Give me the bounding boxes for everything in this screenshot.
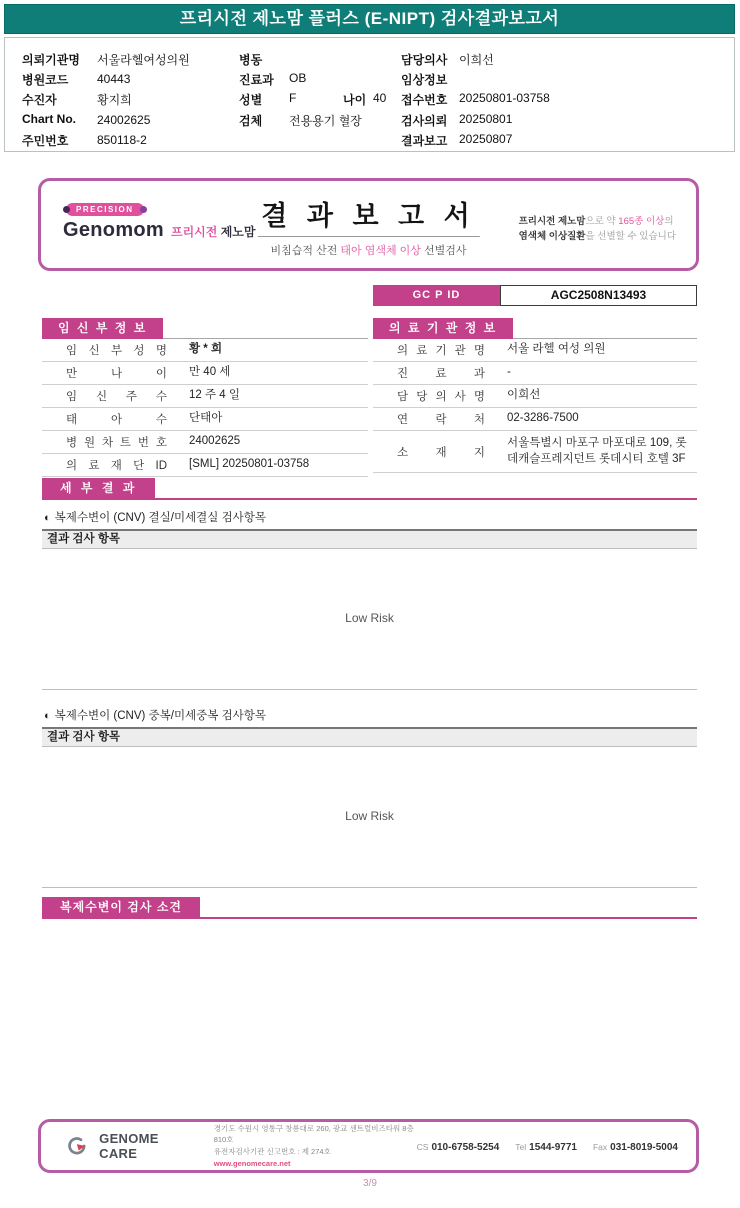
field-label-resident-no: 주민번호: [22, 134, 69, 148]
section-divider: [42, 887, 697, 888]
brand-name-en: Genomom: [63, 219, 164, 241]
field-value-result-reported: 20250807: [459, 132, 513, 146]
table-row: 진 료 과 -: [373, 362, 697, 385]
contact-tel: Tel 1544-9771: [515, 1142, 577, 1153]
genomecare-logo: [65, 1131, 192, 1161]
address-line-1: 경기도 수원시 영통구 창룡대로 260, 광교 센트럴비즈타워 8층 810호: [213, 1123, 414, 1145]
gcp-id-row: [373, 285, 697, 306]
field-value-hospital-code: 40443: [97, 72, 131, 86]
table-row: 만 나 이 만 40 세: [42, 362, 368, 385]
field-value-sex: F: [289, 91, 297, 105]
table-row: 의 료 재 단 ID [SML] 20250801-03758: [42, 454, 368, 477]
cnv-duplication-heading: ◐ 복제수변이 (CNV) 중복/미세중복 검사항목: [44, 710, 267, 722]
field-value-patient: 황지희: [97, 93, 132, 107]
field-label-sex: 성별: [239, 93, 263, 107]
mother-info-title: 임 신 부 정 보: [42, 318, 163, 339]
field-value-department: OB: [289, 71, 307, 85]
field-label-hospital-code: 병원코드: [22, 73, 69, 87]
table-row: 병 원 차 트 번 호 24002625: [42, 431, 368, 454]
genomom-logo: [63, 203, 256, 242]
cnv-duplication-table-header: 결과 검사 항목: [42, 727, 697, 747]
report-note: 프리시전 제노맘으로 약 165종 이상의 염색체 이상질환을 선별할 수 있습니다: [518, 216, 676, 243]
brand-name-kr-pink: 프리시전: [171, 225, 218, 239]
badge-dot-right-icon: [140, 206, 147, 213]
table-row: 의 료 기 관 명 서울 라헬 여성 의원: [373, 339, 697, 362]
field-value-specimen: 전용용기 혈장: [289, 114, 362, 128]
badge-dot-left-icon: [63, 206, 70, 213]
contact-cs: CS 010-6758-5254: [416, 1142, 500, 1153]
section-divider: [42, 689, 697, 690]
table-row: 임 신 부 성 명 황 * 희: [42, 339, 368, 362]
half-circle-icon: ◐: [44, 710, 51, 722]
precision-badge: PRECISION: [66, 203, 144, 216]
field-value-age: 40: [373, 91, 387, 105]
cnv-deletion-table-header: 결과 검사 항목: [42, 529, 697, 549]
field-value-resident-no: 850118-2: [97, 133, 147, 147]
report-header-box: [38, 178, 699, 271]
report-subtitle: 비침습적 산전 태아 염색체 이상 선별검사: [270, 245, 467, 257]
detail-results-header: [42, 478, 697, 500]
field-label-patient: 수진자: [22, 93, 57, 107]
cnv-findings-title: 복제수변이 검사 소견: [42, 897, 200, 917]
cnv-deletion-heading: ◐ 복제수변이 (CNV) 결실/미세결실 검사항목: [44, 512, 267, 524]
gcp-id-value: AGC2508N13493: [500, 285, 697, 306]
footer-contacts: [417, 1137, 678, 1155]
brand-name-kr-dark: 제노맘: [220, 225, 256, 239]
field-value-chart-no: 24002625: [97, 113, 151, 127]
footer-box: [38, 1119, 699, 1173]
field-label-department: 진료과: [239, 73, 274, 87]
field-value-receipt-no: 20250801-03758: [459, 91, 550, 105]
gcp-id-label: GC P ID: [373, 285, 500, 306]
table-row: 담 당 의 사 명 이희선: [373, 385, 697, 408]
field-label-ward: 병동: [239, 53, 263, 67]
field-label-doctor: 담당의사: [401, 53, 448, 67]
mother-info-table: [42, 318, 368, 477]
field-label-age: 나이: [343, 93, 367, 107]
patient-info-panel: [4, 37, 735, 152]
genomecare-logo-icon: [65, 1135, 94, 1157]
footer-address: [214, 1123, 417, 1170]
field-label-test-requested: 검사의뢰: [401, 114, 448, 128]
clinic-info-title: 의 료 기 관 정 보: [373, 318, 513, 339]
website-link[interactable]: www.genomecare.net: [213, 1158, 291, 1168]
cnv-deletion-result: Low Risk: [345, 611, 394, 625]
table-row: 연 락 처 02-3286-7500: [373, 408, 697, 431]
address-line-2: 유전자검사기관 신고번호 : 제 274호: [213, 1147, 331, 1156]
cnv-duplication-result: Low Risk: [345, 809, 394, 823]
field-label-clinical-info: 임상정보: [401, 73, 448, 87]
table-row: 태 아 수 단태아: [42, 408, 368, 431]
field-label-requesting-org: 의뢰기관명: [22, 53, 80, 67]
clinic-info-table: [373, 318, 697, 473]
genomecare-logo-text: GENOME CARE: [99, 1131, 159, 1161]
field-label-result-reported: 결과보고: [401, 134, 448, 148]
field-value-doctor: 이희선: [459, 53, 494, 67]
field-label-specimen: 검체: [239, 114, 263, 128]
cnv-findings-header: [42, 897, 697, 919]
field-label-chart-no: Chart No.: [22, 112, 76, 126]
contact-fax: Fax 031-8019-5004: [592, 1142, 678, 1153]
page-number: 3/9: [363, 1178, 377, 1189]
half-circle-icon: ◐: [44, 512, 51, 524]
report-title: 결 과 보 고 서: [257, 194, 479, 237]
field-value-requesting-org: 서울라헬여성의원: [97, 53, 190, 67]
report-title-bar: 프리시전 제노맘 플러스 (E-NIPT) 검사결과보고서: [4, 4, 735, 34]
detail-results-title: 세 부 결 과: [42, 478, 155, 498]
field-value-test-requested: 20250801: [459, 112, 513, 126]
table-row: 임 신 주 수 12 주 4 일: [42, 385, 368, 408]
table-row: 소 재 지 서울특별시 마포구 마포대로 109, 롯데캐슬프레지던트 롯데시티 호텔 3F: [373, 431, 697, 473]
field-label-receipt-no: 접수번호: [401, 93, 448, 107]
